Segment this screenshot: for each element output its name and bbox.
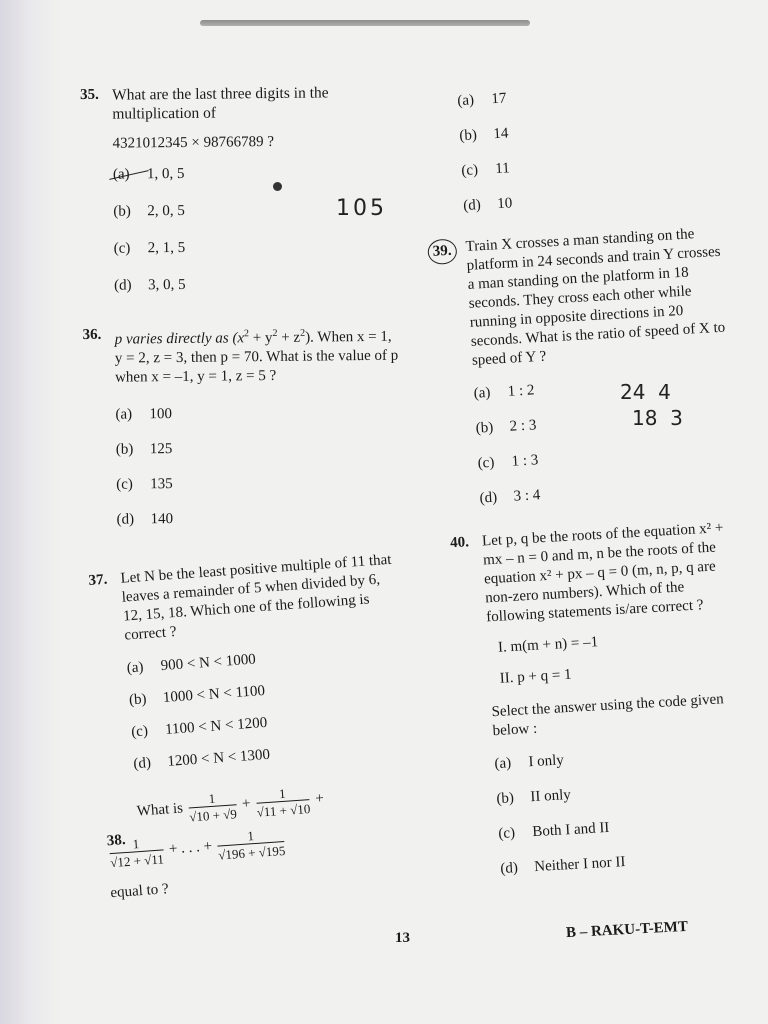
booklet-code: B – RAKU-T-EMT bbox=[565, 918, 689, 942]
fraction-3: $\frac{1}{√12 + √11}$ bbox=[109, 836, 165, 871]
option-a: (a) I only bbox=[494, 752, 565, 773]
option-text: 2, 0, 5 bbox=[147, 202, 185, 220]
fraction-1: $\frac{1}{√10 + √9}$ bbox=[188, 790, 238, 825]
option-c: (c) 135 bbox=[116, 476, 173, 493]
question-number-circled: 39. bbox=[427, 239, 457, 266]
option-c: (c) 1100 < N < 1200 bbox=[130, 714, 268, 741]
option-text: 2, 1, 5 bbox=[147, 239, 186, 257]
option-label: (b) bbox=[113, 203, 131, 220]
fraction-2: $\frac{1}{√11 + √10}$ bbox=[256, 785, 311, 820]
option-c: (c) 1 : 3 bbox=[477, 452, 539, 472]
handwritten-note-ratio-top: 24 4 bbox=[620, 380, 671, 404]
option-b: (b) 14 bbox=[458, 125, 509, 145]
question-number: 36. bbox=[82, 326, 102, 343]
handwritten-dot bbox=[273, 182, 282, 191]
option-a: (a) 17 bbox=[457, 90, 507, 110]
question-40: 40. Let p, q be the roots of the equation x² + mx – n = 0 and m, n be the roots of the equation x² + px – q = 0 (m, n, p, q are non-zero numbers). Which of the following statements is/are correct ? I. m(m + n) = –1 II. p + q = 1 Select the answer using the code given below : (a) I only (b) II only (c) Both I and II (d) Neither I nor II bbox=[450, 518, 759, 881]
question-38: 38. What is $\frac{1}{√10 + √9}$ + $\frac{1}{√11 + √10}$ + $\frac{1}{√12 + √11}$ + . . . + $\frac{1}{√196 + √195}$ equal to ? bbox=[104, 777, 422, 918]
option-b: (b) 2 : 3 bbox=[475, 417, 537, 437]
option-b: (b) II only bbox=[496, 786, 572, 808]
statement-1: I. m(m + n) = –1 bbox=[497, 634, 599, 656]
option-b: (b) 125 bbox=[115, 441, 173, 458]
option-d: (d) 140 bbox=[116, 511, 174, 528]
question-expression: What is $\frac{1}{√10 + √9}$ + $\frac{1}{√11 + √10}$ + bbox=[136, 785, 325, 825]
option-a: (a) 1 : 2 bbox=[473, 382, 535, 402]
option-a: (a) 900 < N < 1000 bbox=[126, 651, 257, 677]
question-text: Let p, q be the roots of the equation x² + mx – n = 0 and m, n be the roots of the equation x² + px – q = 0 (m, n, p, q are non-zero numbers). Which of the following statements is/are correct ? bbox=[481, 520, 724, 626]
fraction-4: $\frac{1}{√196 + √195}$ bbox=[217, 828, 286, 863]
option-d: (d) 1200 < N < 1300 bbox=[132, 746, 271, 773]
option-d: (d) 3 : 4 bbox=[479, 487, 541, 507]
left-column bbox=[80, 83, 405, 530]
option-c: (c) 11 bbox=[460, 160, 511, 180]
question-text: Train X crosses a man standing on the platform in 24 seconds and train Y crosses a man standing on the platform in 18 seconds. They cross each other while running in opposite directions in 20 seconds. What is the ratio of speed of X to speed of Y ? bbox=[465, 226, 726, 369]
option-text: 1, 0, 5 bbox=[146, 165, 185, 183]
select-instruction: Select the answer using the code given below : bbox=[491, 691, 725, 740]
option-d bbox=[114, 274, 402, 296]
option-text: 3, 0, 5 bbox=[148, 276, 186, 294]
page-edge-shadow bbox=[0, 0, 60, 1024]
option-c: (c) Both I and II bbox=[497, 819, 610, 843]
handwritten-note-ratio-bottom: 18 3 bbox=[632, 406, 683, 430]
handwritten-note-105: 105 bbox=[336, 196, 387, 221]
question-35 bbox=[80, 83, 402, 296]
option-label: (c) bbox=[113, 240, 131, 257]
question-text: What are the last three digits in the multiplication of bbox=[112, 84, 329, 123]
question-expression-continued: $\frac{1}{√12 + √11}$ + . . . + $\frac{1}{√196 + √195}$ bbox=[107, 817, 418, 871]
question-38-options bbox=[425, 78, 721, 218]
option-label: (a) bbox=[113, 165, 147, 184]
question-text: Let N be the least positive multiple of 11 that leaves a remainder of 5 when divided by 6, 12, 15, 18. Which one of the following is correct ? bbox=[119, 551, 392, 644]
option-b: (b) 1000 < N < 1100 bbox=[128, 682, 266, 709]
option-d: (d) Neither I nor II bbox=[499, 854, 626, 877]
question-suffix: equal to ? bbox=[109, 881, 170, 902]
right-column bbox=[425, 78, 759, 881]
left-column-lower bbox=[88, 550, 421, 918]
option-label: (d) bbox=[114, 277, 132, 294]
binding-strip bbox=[200, 20, 530, 26]
question-number: 35. bbox=[80, 86, 99, 103]
option-d: (d) 10 bbox=[462, 195, 513, 215]
question-36 bbox=[83, 323, 405, 530]
question-37: 37. Let N be the least positive multiple of 11 that leaves a remainder of 5 when divided by 6, 12, 15, 18. Which one of the following is correct ? (a) 900 < N < 1000 (b) 1000 < N < 1100 (c) 1100 < N < 1200 (d) 1200 < N < 1300 bbox=[88, 550, 412, 776]
option-a: (a) 100 bbox=[115, 406, 173, 423]
question-39 bbox=[433, 224, 738, 511]
statement-2: II. p + q = 1 bbox=[499, 666, 573, 687]
question-expression: 4321012345 × 98766789 ? bbox=[112, 133, 275, 152]
question-text: p varies directly as $(x^2 + y^2 + z^2)$. When x = 1, y = 2, z = 3, then p = 70. What is the value of p when x = –1, y = 1, z = 5 ? bbox=[114, 327, 399, 386]
page-number: 13 bbox=[395, 930, 410, 946]
